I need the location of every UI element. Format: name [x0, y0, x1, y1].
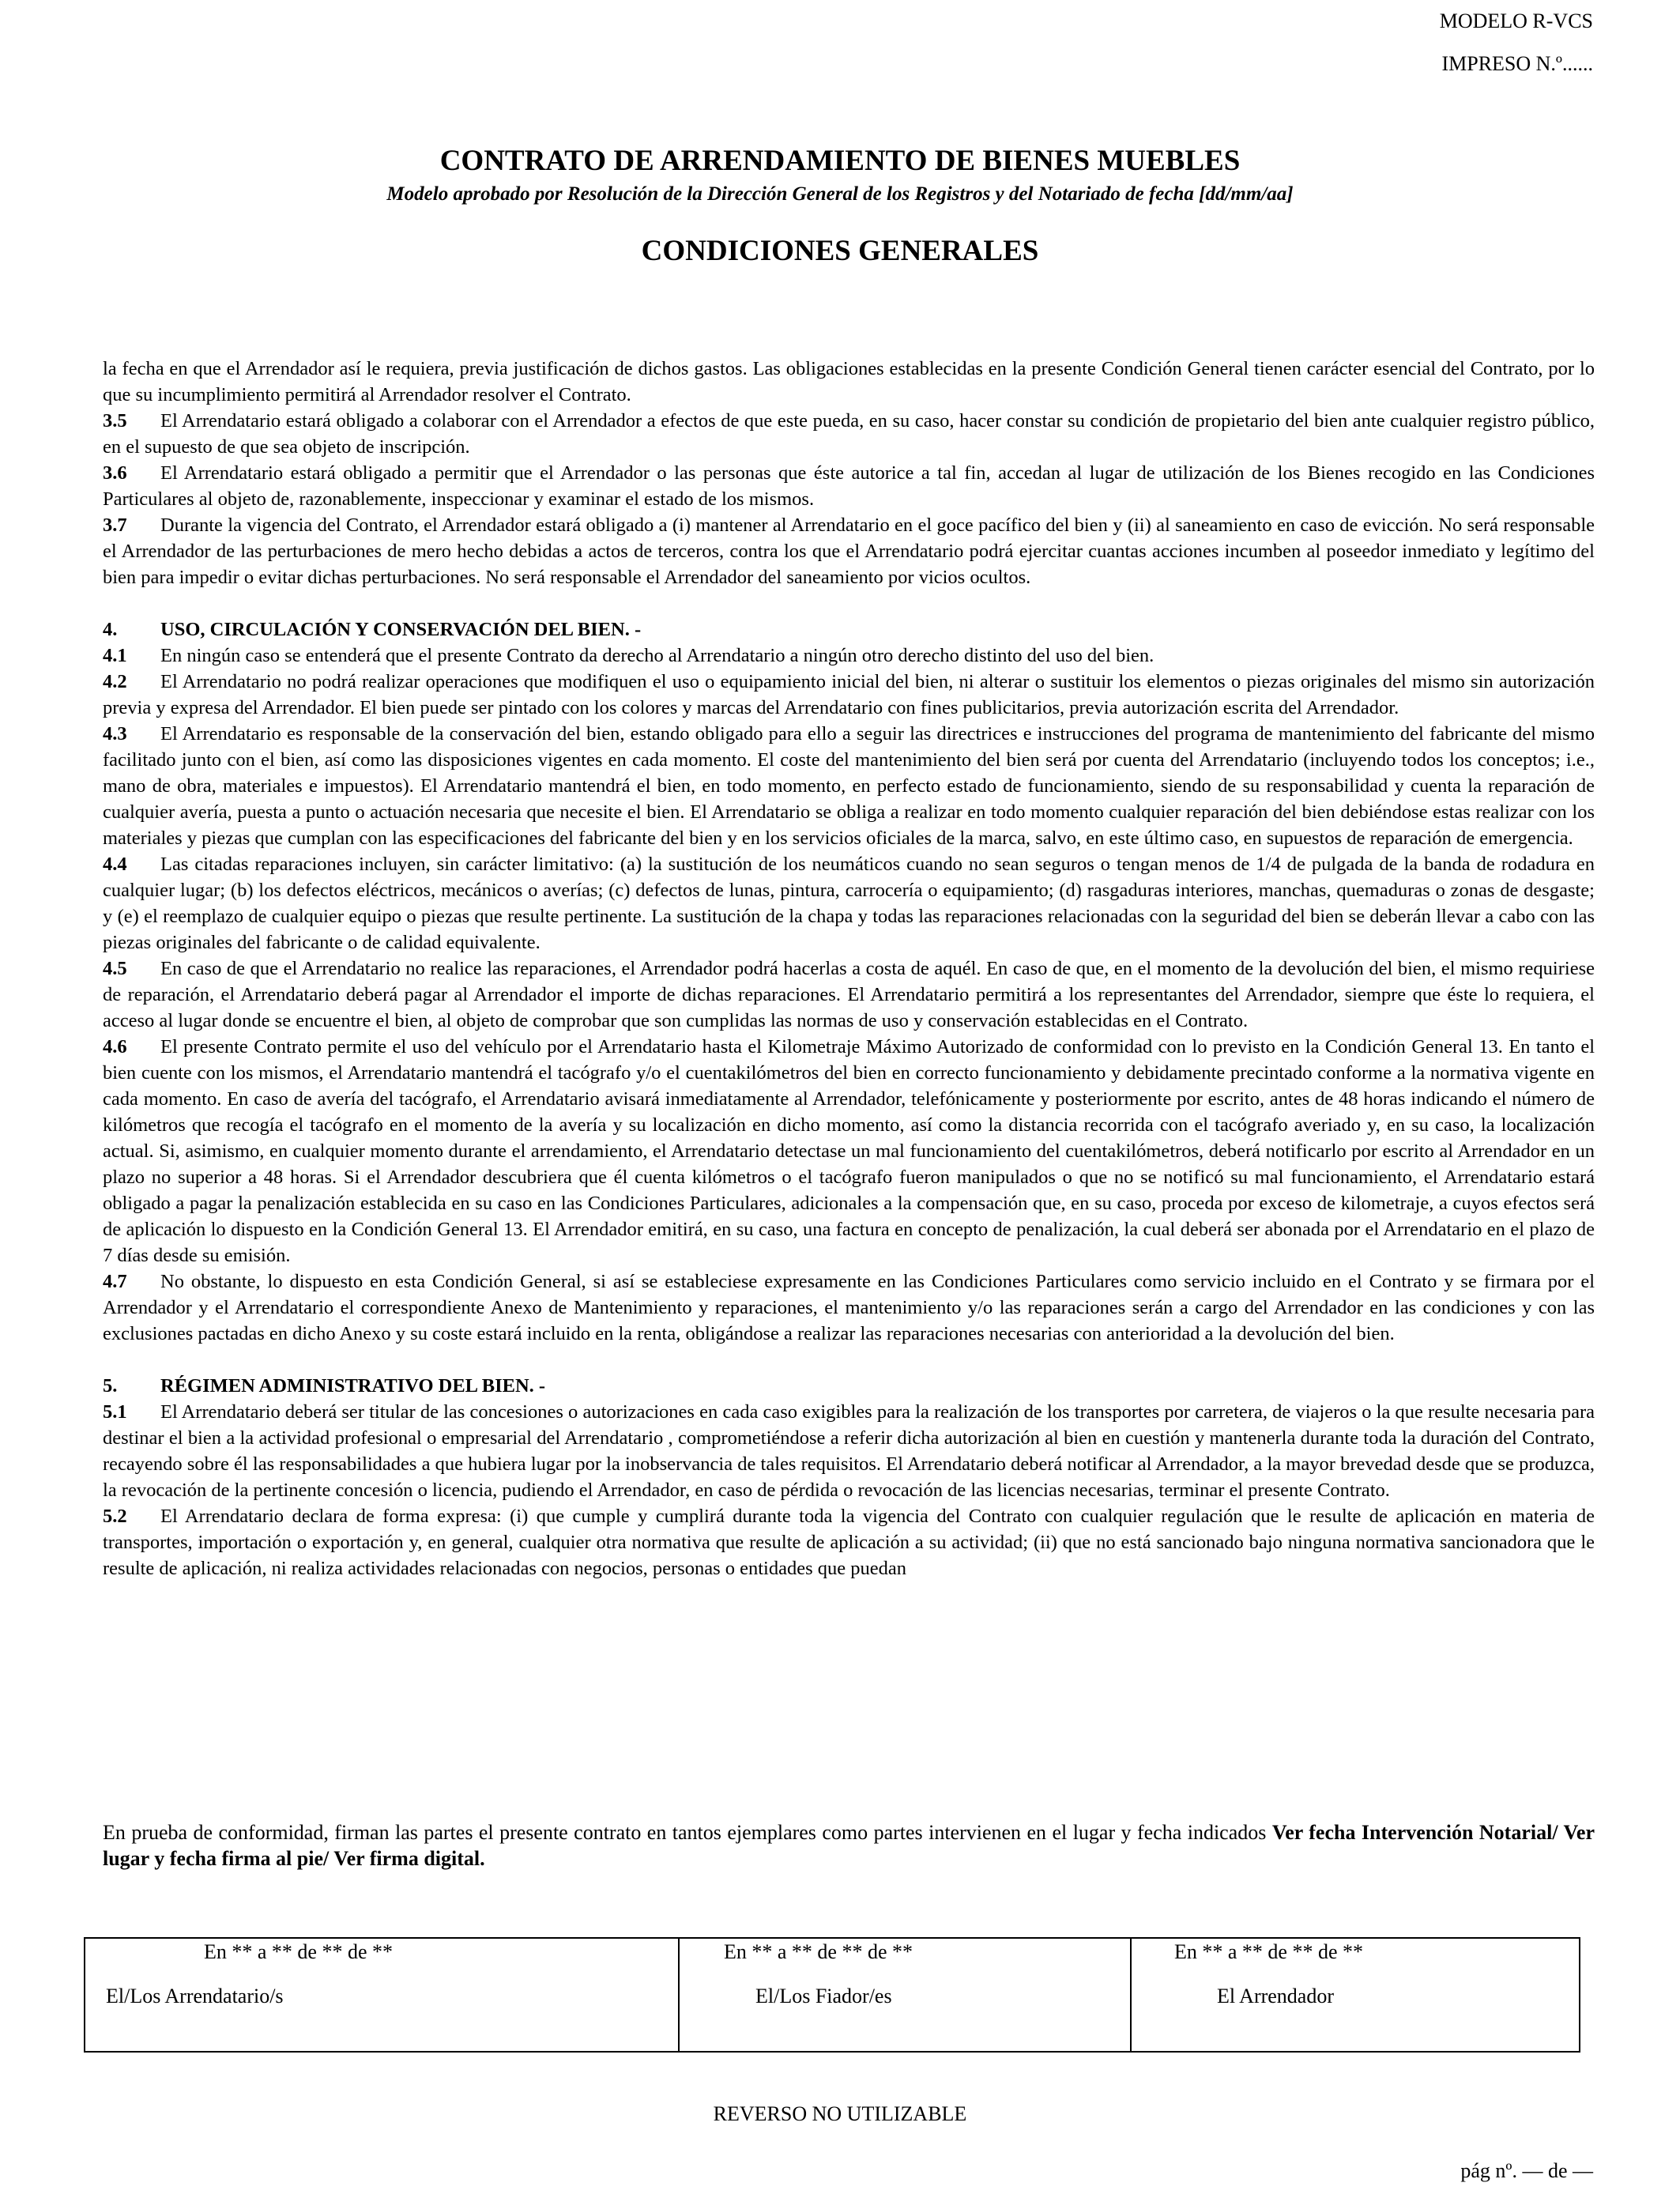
clause-number: 4.4 [103, 854, 127, 875]
clause-number: 4.3 [103, 723, 127, 745]
print-number: IMPRESO N.º...... [1441, 52, 1593, 75]
clause-number: 5.2 [103, 1506, 127, 1527]
clause-4-3 [103, 721, 1595, 851]
section-5-heading [103, 1373, 1595, 1399]
clause-number: 4.5 [103, 958, 127, 979]
clause-text: El Arrendatario declara de forma expresa: (i) que cumple y cumplirá durante toda la vigencia del Contrato con cualquier regulación que le resulte de aplicación en materia de transportes, importación o exportación y, en general, cualquier otra normativa que resulte de aplicación a su actividad; (ii) que no está sancionado bajo ninguna normativa sancionadora que le resulte de aplicación, ni realiza actividades relacionadas con negocios, personas o entidades que puedan [103, 1506, 1595, 1579]
document-subtitle: Modelo aprobado por Resolución de la Dirección General de los Registros y del Notariado de fecha [dd/mm/aa] [386, 183, 1294, 205]
clause-text: No obstante, lo dispuesto en esta Condición General, si así se estableciese expresamente en las Condiciones Particulares como servicio incluido en el Contrato y se firmara por el Arrendador y el Arrendatario el correspondiente Anexo de Mantenimiento y reparaciones, el mantenimiento y/o las reparaciones serán a cargo del Arrendador en las condiciones y con las exclusiones pactadas en dicho Anexo y su coste estará incluido en la renta, obligándose a realizar las reparaciones necesarias con anterioridad a la devolución del bien. [103, 1271, 1595, 1344]
section-heading-text: USO, CIRCULACIÓN Y CONSERVACIÓN DEL BIEN. - [160, 619, 642, 640]
clause-number: 3.6 [103, 462, 127, 484]
section-number: 4. [103, 619, 118, 640]
document-title: CONTRATO DE ARRENDAMIENTO DE BIENES MUEBLES [439, 145, 1241, 177]
clause-4-7 [103, 1269, 1595, 1347]
conformity-statement [103, 1819, 1595, 1872]
reverse-note: REVERSO NO UTILIZABLE [713, 2102, 967, 2125]
clause-4-1 [103, 643, 1595, 669]
clause-number: 3.7 [103, 515, 127, 536]
signature-date: En ** a ** de ** de ** [1174, 1940, 1364, 1963]
clause-4-4 [103, 851, 1595, 956]
intro-paragraph: la fecha en que el Arrendador así le requiera, previa justificación de dichos gastos. Las obligaciones establecidas en la presente Condición General tienen carácter esencial del Contrato, por lo que su incumplimiento permitirá al Arrendador resolver el Contrato. [103, 358, 1595, 405]
signature-cell-guarantor[interactable] [679, 1938, 1131, 2052]
clause-3-5 [103, 408, 1595, 460]
clause-5-1 [103, 1399, 1595, 1503]
clause-4-2 [103, 669, 1595, 721]
clause-4-5 [103, 956, 1595, 1034]
clause-3-7 [103, 512, 1595, 590]
conformity-text: En prueba de conformidad, firman las partes el presente contrato en tantos ejemplares como partes intervienen en el lugar y fecha indicados [103, 1821, 1272, 1844]
clause-text: El Arrendatario deberá ser titular de las concesiones o autorizaciones en cada caso exigibles para la realización de los transportes por carretera, de viajeros o la que resulte necesaria para destinar el bien a la actividad profesional o empresarial del Arrendatario , comprometiéndose a referir dicha autorización al bien en cuestión y mantenerla durante toda la duración del Contrato, recayendo sobre él las responsabilidades a que hubiera lugar por la inobservancia de tales requisitos. El Arrendatario deberá notificar al Arrendador, a la mayor brevedad desde que se produzca, la revocación de la pertinente concesión o licencia, pudiendo el Arrendador, en caso de pérdida o revocación de las licencias necesarias, terminar el presente Contrato. [103, 1401, 1595, 1501]
clause-number: 4.6 [103, 1036, 127, 1057]
clause-text: Las citadas reparaciones incluyen, sin carácter limitativo: (a) la sustitución de los neumáticos cuando no sean seguros o tengan menos de 1/4 de pulgada de la banda de rodadura en cualquier lugar; (b) los defectos eléctricos, mecánicos o averías; (c) defectos de lunas, pintura, carrocería o equipamiento; (d) rasgaduras interiores, manchas, quemaduras o zonas de desgaste; y (e) el reemplazo de cualquier equipo o piezas que resulte pertinente. La sustitución de la chapa y todas las reparaciones relacionadas con la seguridad del bien se deberán llevar a cabo con las piezas originales del fabricante o de calidad equivalente. [103, 854, 1595, 953]
section-heading-text: RÉGIMEN ADMINISTRATIVO DEL BIEN. - [160, 1375, 546, 1397]
signature-party: El/Los Arrendatario/s [106, 1985, 284, 2007]
conditions-body [103, 356, 1595, 1581]
clause-text: El Arrendatario estará obligado a colaborar con el Arrendador a efectos de que este pueda, en su caso, hacer constar su condición de propietario del bien ante cualquier registro público, en el supuesto de que sea objeto de inscripción. [103, 410, 1595, 458]
model-code: MODELO R-VCS [1439, 9, 1593, 32]
signature-date: En ** a ** de ** de ** [204, 1940, 394, 1963]
clause-3-6 [103, 460, 1595, 512]
clause-text: El Arrendatario estará obligado a permitir que el Arrendador o las personas que éste autorice a tal fin, accedan al lugar de utilización de los Bienes recogido en las Condiciones Particulares al objeto de, razonablemente, inspeccionar y examinar el estado de los mismos. [103, 462, 1595, 510]
signature-cell-lessor[interactable] [1131, 1938, 1580, 2052]
signature-date: En ** a ** de ** de ** [724, 1940, 913, 1963]
clause-number: 4.2 [103, 671, 127, 692]
page-number: pág nº. — de — [1460, 2159, 1593, 2182]
signature-cell-lessee[interactable] [85, 1938, 679, 2052]
clause-number: 4.1 [103, 645, 127, 666]
clause-text: El presente Contrato permite el uso del vehículo por el Arrendatario hasta el Kilometraje Máximo Autorizado de conformidad con lo previsto en la Condición General 13. En tanto el bien cuente con los mismos, el Arrendatario mantendrá el tacógrafo y/o el cuentakilómetros del bien en correcto funcionamiento y debidamente precintado conforme a la normativa vigente en cada momento. En caso de avería del tacógrafo, el Arrendatario avisará inmediatamente al Arrendador, telefónicamente y posteriormente por escrito, antes de 48 horas indicando el número de kilómetros que recogía el tacógrafo en el momento de la avería y su localización en dicho momento, así como la distancia recorrida con el tacógrafo averiado y, en su caso, la localización actual. Si, asimismo, en cualquier momento durante el arrendamiento, el Arrendatario detectase un mal funcionamiento del cuentakilómetros, deberá notificarlo por escrito al Arrendador en un plazo no superior a 48 horas. Si el Arrendador descubriera que él cuenta kilómetros o el tacógrafo fueron manipulados o que no se notificó su mal funcionamiento, el Arrendatario estará obligado a pagar la penalización establecida en su caso en las Condiciones Particulares, adicionales a la compensación que, en su caso, proceda por exceso de kilometraje, a cuyos efectos será de aplicación lo dispuesto en la Condición General 13. El Arrendador emitirá, en su caso, una factura en concepto de penalización, la cual deberá ser abonada por el Arrendatario en el plazo de 7 días desde su emisión. [103, 1036, 1595, 1266]
signature-table [84, 1937, 1580, 2053]
clause-number: 4.7 [103, 1271, 127, 1292]
section-4-heading [103, 616, 1595, 643]
clause-number: 3.5 [103, 410, 127, 432]
clause-text: Durante la vigencia del Contrato, el Arrendador estará obligado a (i) mantener al Arrendatario en el goce pacífico del bien y (ii) al saneamiento en caso de evicción. No será responsable el Arrendador de las perturbaciones de mero hecho debidas a actos de terceros, contra los que el Arrendatario podrá ejercitar cuantas acciones incumben al poseedor inmediato y legítimo del bien para impedir o evitar dichas perturbaciones. No será responsable el Arrendador del saneamiento por vicios ocultos. [103, 515, 1595, 588]
clause-text: En ningún caso se entenderá que el presente Contrato da derecho al Arrendatario a ningún otro derecho distinto del uso del bien. [160, 645, 1155, 666]
clause-text: El Arrendatario no podrá realizar operaciones que modifiquen el uso o equipamiento inicial del bien, ni alterar o sustituir los elementos o piezas originales del mismo sin autorización previa y expresa del Arrendador. El bien puede ser pintado con los colores y marcas del Arrendatario con fines publicitarios, previa autorización escrita del Arrendador. [103, 671, 1595, 718]
section-number: 5. [103, 1375, 118, 1397]
clause-5-2 [103, 1503, 1595, 1581]
clause-text: El Arrendatario es responsable de la conservación del bien, estando obligado para ello a seguir las directrices e instrucciones del programa de mantenimiento del fabricante del mismo facilitado junto con el bien, así como las disposiciones vigentes en cada momento. El coste del mantenimiento del bien será por cuenta del Arrendatario (incluyendo todos los conceptos; i.e., mano de obra, materiales e impuestos). El Arrendatario mantendrá el bien, en todo momento, en perfecto estado de funcionamiento, siendo de su responsabilidad y cuenta la reparación de cualquier avería, puesta a punto o actuación necesaria que necesite el bien. El Arrendatario se obliga a realizar en todo momento cualquier reparación del bien debiéndose estas realizar con los materiales y piezas que cumplan con las especificaciones del fabricante del bien y en los servicios oficiales de la marca, salvo, en este último caso, en supuestos de reparación de emergencia. [103, 723, 1595, 849]
clause-text: En caso de que el Arrendatario no realice las reparaciones, el Arrendador podrá hacerlas a costa de aquél. En caso de que, en el momento de la devolución del bien, el mismo requiriese de reparación, el Arrendatario deberá pagar al Arrendador el importe de dichas reparaciones. El Arrendatario permitirá a los representantes del Arrendador, siempre que éste lo requiera, el acceso al lugar donde se encuentre el bien, al objeto de comprobar que son cumplidas las normas de uso y conservación establecidas en el Contrato. [103, 958, 1595, 1031]
clause-4-6 [103, 1034, 1595, 1269]
conformity-reference: Ver fecha Intervención Notarial/ Ver lugar y fecha firma al pie/ Ver firma digital. [103, 1821, 1595, 1870]
signature-party: El/Los Fiador/es [755, 1985, 892, 2007]
section-title: CONDICIONES GENERALES [641, 235, 1039, 267]
signature-party: El Arrendador [1217, 1985, 1335, 2007]
clause-number: 5.1 [103, 1401, 127, 1423]
